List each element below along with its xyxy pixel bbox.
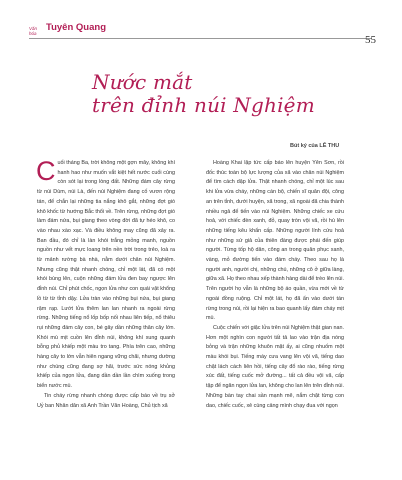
page-number: 55 [365,34,376,46]
drop-cap: C [36,156,56,186]
article-column-right [206,159,344,411]
header-rule [29,38,372,39]
article-byline: Bút ký của LÊ THU [290,143,340,149]
article-paragraph: Tin cháy rừng nhanh chóng được cấp báo về trụ sở Uỷ ban Nhân dân xã Anh Trần Văn Hoàng, Chủ tịch xã [37,392,175,409]
article-title-line-2: trên đỉnh núi Nghiệm [92,93,315,117]
article-column-left [36,156,175,411]
article-paragraph: Cuộc chiến với giặc lửa trên núi Nghiệm thật gian nan. Hơn một nghìn con người tất tả lao vào trận địa nóng bỏng và trận những khuôn mặt ấy, ai cũng nhuốm một màu khói bụi. Tiếng máy cưa vang lên vội vã, tiếng dao chặt lách cách liên hồi, tiếng cây đổ rào rào, tiếng rừng xúc đất, tiếng cuốc mở đường... tất cả đều vội vã, cấp tập để ngăn ngọn lửa lan, không cho lan lên trên đỉnh núi. Những bàn tay chai sần mạnh mẽ, nắm chặt từng con dao, chiếc cuốc, xẻ cùng cảng mình chạy đua với ngọn [206,324,344,409]
article-title-line-1: Nước mắt [92,70,193,94]
paragraph-text: uối tháng Ba, trời không một gợn mây, không khí hanh hao như muốn vắt kiệt hết nước cuối cùng còn sót lại trong lòng đất. Những đám cây rừng từ núi Dùm, núi Là, đến núi Nghiệm đang cố vươn rộng tán, để chắn lại những tia nắng khô gắt, những đợt gió khô khốc từ hướng Bắc thổi về. Trên rừng, những đợt gió làm đám nứa, bụi giang theo vòng đời đã tự héo khô, co vào nhau xào xạc. Và điều không may cũng đã xảy ra. Ban đầu, đó chỉ là làn khói trắng mỏng manh, nguồn nguồn như vết mực loang trên nền trời trong trẻo, loà ra từ mảnh rường bà nhà, nằm dưới chân núi Nghiệm. Nhưng cũng thật nhanh chóng, chỉ một lát, đã có một khói bùng lên, cuộn những đám lửa đen bay ngược lên đỉnh núi. Chỉ phút chốc, ngọn lửa như con quái vật khổng lồ từ từ tỉnh dậy. Lửa tràn vào những bụi nứa, bụi giang rậm rạp. Lướt lửa thêm lan lan nhanh ra ngoài rừng rừng. Những tiếng nổ lốp bốp nối nhau liên tiếp, nổ thiêu rụi những đám cây con, bé gây dần những thân cây lớn. Khói mù mịt cuồn lên đỉnh núi, không khí xung quanh bỗng phủ khiếp một màu tro tang. Phía trên cao, những hàng cây to lớn vẫn hiên ngang vững chãi, nhưng dường như chúng cũng đang sợ hãi, trước sức nóng khủng khiếp của ngọn lửa, đang dần dần lần chìm xuống trong biển nước mù. [37,160,175,390]
masthead-small-text: Văn hóa [29,26,38,36]
article-paragraph: Hoàng Khai lập tức cấp báo lên huyện Yên Sơn, rồi đốc thúc toàn bộ lực lượng của xã vào chân núi Nghiệm để tìm cách dập lửa. Thật nhanh chóng, chỉ một lúc sau khi lửa vừa cháy, những cán bộ, chiến sĩ quân đội, công an trên tỉnh, dưới huyện, xã trong, xã ngoài đã chia thành nhiều ngả để tiến vào núi Nghiệm. Những chiếc xe cứu hoả, với chiếc đèn xanh, đỏ, quay tròn vội vã, rồi hú lên những tiếng kêu khẩn cấp. Những người lính cứu hoả như những sứ giả của thiên đàng được phái đến giúp người. Từng tốp hộ dân, công an trong quân phục xanh, vàng, mỏ đường tiến vào đám cháy. Theo sau họ là người anh, người chị, những chú, những cô ở giữa làng, giữa xã. Họ theo nhau xếp thành hàng dài để trèo lên núi. Trên người họ vẫn là những bộ áo quần, vừa mới về từ ngoài đồng ruộng. Chỉ một lát, họ đã ẩn vào dưới tán rừng trong núi, rồi lại hiện ra bao quanh lấy đám cháy mịt mù. [206,160,344,322]
masthead-name: Tuyên Quang [46,22,106,33]
article-paragraph [36,156,175,392]
